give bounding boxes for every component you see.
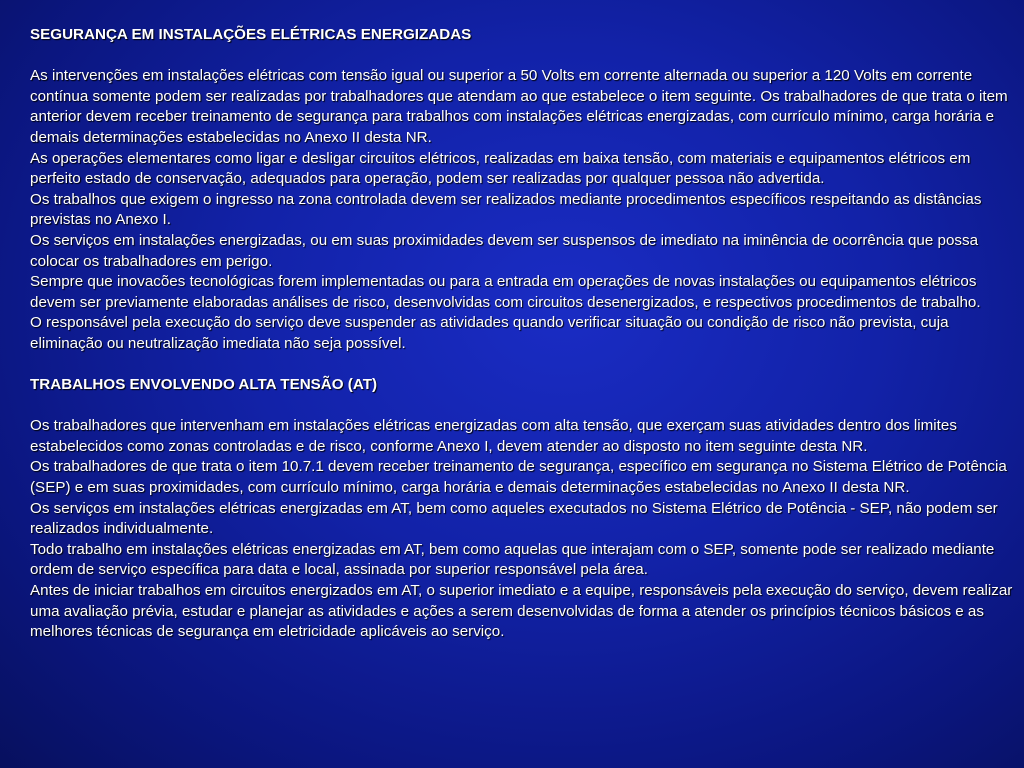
- paragraph: Os trabalhos que exigem o ingresso na zona controlada devem ser realizados mediante procedimentos específicos respeitando as distâncias previstas no Anexo I.: [30, 190, 982, 229]
- paragraph: Antes de iniciar trabalhos em circuitos energizados em AT, o superior imediato e a equipe, responsáveis pela execução do serviço, devem realizar uma avaliação prévia, estudar e planejar as atividades e ações a serem desenvolvidas de forma a atender os princípios técnicos básicos e as melhores técnicas de segurança em eletricidade aplicáveis ao serviço.: [30, 582, 1013, 641]
- paragraph: Todo trabalho em instalações elétricas energizadas em AT, bem como aquelas que interajam com o SEP, somente pode ser realizado mediante ordem de serviço específica para data e local, assinada por superior responsável pela área.: [30, 540, 995, 579]
- slide-content: [30, 25, 1020, 643]
- paragraph: Sempre que inovacões tecnológicas forem implementadas ou para a entrada em operações de novas instalações ou equipamentos elétricos devem ser previamente elaboradas análises de risco, desenvolvidas com circuitos desenergizados, e respectivos procedimentos de trabalho.: [30, 273, 981, 311]
- paragraph: Os serviços em instalações elétricas energizadas em AT, bem como aqueles executados no Sistema Elétrico de Potência - SEP, não podem ser realizados individualmente.: [30, 499, 998, 538]
- paragraph: O responsável pela execução do serviço deve suspender as atividades quando verificar situação ou condição de risco não prevista, cuja eliminação ou neutralização imediata não seja possível.: [30, 314, 949, 352]
- section-heading-safety: SEGURANÇA EM INSTALAÇÕES ELÉTRICAS ENERGIZADAS: [30, 26, 472, 43]
- paragraph: Os serviços em instalações energizadas, ou em suas proximidades devem ser suspensos de imediato na iminência de ocorrência que possa colocar os trabalhadores em perigo.: [30, 231, 979, 270]
- paragraph: As intervenções em instalações elétricas com tensão igual ou superior a 50 Volts em corrente alternada ou superior a 120 Volts em corrente contínua somente podem ser realizadas por trabalhadores que atendam ao que estabelece o item seguinte. Os trabalhadores de que trata o item anterior devem receber treinamento de segurança para trabalhos com instalações elétricas energizadas, com currículo mínimo, carga horária e demais determinações estabelecidas no Anexo II desta NR.: [30, 67, 1008, 146]
- section-heading-high-voltage: TRABALHOS ENVOLVENDO ALTA TENSÃO (AT): [30, 376, 378, 394]
- spacer: [30, 355, 1020, 376]
- paragraph: As operações elementares como ligar e desligar circuitos elétricos, realizadas em baixa tensão, com materiais e equipamentos elétricos em perfeito estado de conservação, adequados para operação, podem ser realizadas por qualquer pessoa não advertida.: [30, 149, 971, 188]
- paragraph: Os trabalhadores que intervenham em instalações elétricas energizadas com alta tensão, que exerçam suas atividades dentro dos limites estabelecidos como zonas controladas e de risco, conforme Anexo I, devem atender ao disposto no item seguinte desta NR.: [30, 417, 957, 455]
- spacer: [30, 396, 1020, 417]
- paragraph: Os trabalhadores de que trata o item 10.7.1 devem receber treinamento de segurança, específico em segurança no Sistema Elétrico de Potência (SEP) e em suas proximidades, com currículo mínimo, carga horária e demais determinações estabelecidas no Anexo II desta NR.: [30, 458, 1007, 497]
- spacer: [30, 46, 1020, 67]
